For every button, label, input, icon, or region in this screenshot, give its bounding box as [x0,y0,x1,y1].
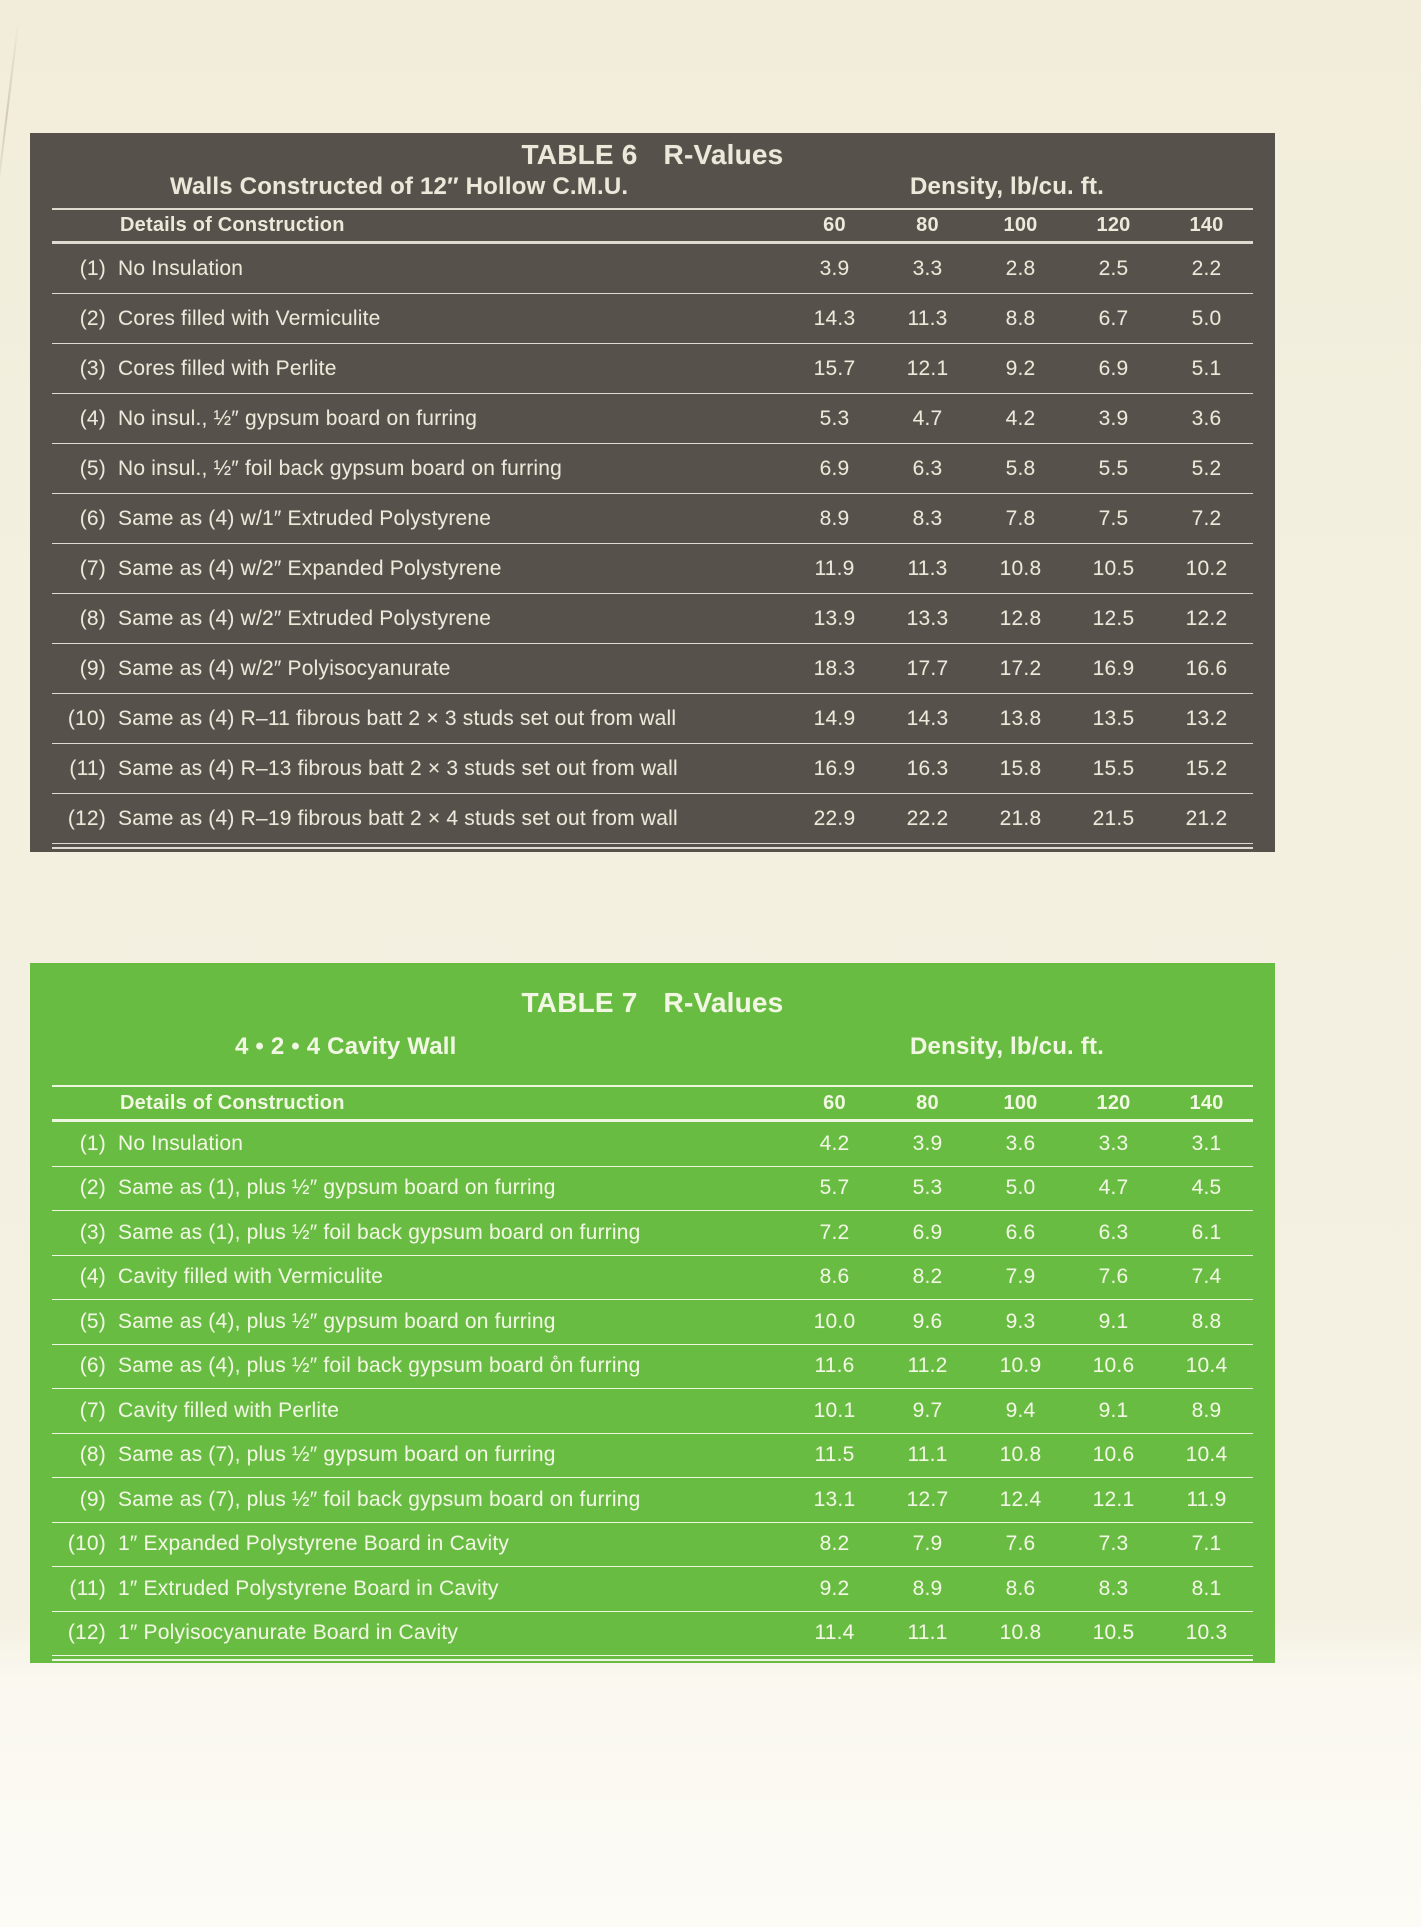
table6-density-column-header: 140 [1189,214,1224,236]
table7-row-8 [52,1434,1253,1479]
table6-row-number: (10) [67,706,106,730]
table6-r-value: 11.9 [814,556,855,580]
table7-r-value: 8.2 [819,1532,850,1556]
table6-construction-detail: Cores filled with Vermiculite [118,306,381,330]
table7-row-number: (7) [79,1398,106,1422]
table6-row-3 [52,344,1253,394]
table6-r-value: 11.3 [907,556,948,580]
table6-row-8 [52,594,1253,644]
table7-construction-detail: Cavity filled with Vermiculite [118,1265,384,1289]
table7-row-number: (4) [79,1265,106,1289]
table6-r-value: 12.5 [1092,606,1135,630]
table7-r-value: 10.9 [999,1354,1042,1378]
table6-row-11 [52,744,1253,794]
table7-r-value: 11.1 [907,1621,948,1645]
table6-r-value: 16.9 [813,756,856,780]
table6-row-number: (9) [79,656,106,680]
table7-r-value: 7.9 [912,1532,943,1556]
table6-panel [30,133,1275,852]
table7-r-value: 8.6 [1005,1576,1036,1600]
table7-r-value: 3.9 [912,1131,943,1155]
table6-r-value: 7.5 [1098,506,1129,530]
table7-r-value: 10.1 [813,1398,856,1422]
table6-subtitle: Walls Constructed of 12″ Hollow C.M.U. [170,173,629,200]
table7-bottom-rule [52,1659,1253,1661]
table7-r-value: 10.8 [999,1621,1042,1645]
table7-r-value: 11.4 [814,1621,855,1645]
table6-r-value: 13.9 [813,606,856,630]
table7-r-value: 3.3 [1098,1131,1129,1155]
table7-construction-detail: Same as (7), plus ½″ foil back gypsum board on furring [118,1487,641,1511]
table6-r-value: 16.3 [906,756,949,780]
table7-row-number: (6) [79,1354,106,1378]
table6-r-value: 10.5 [1092,556,1135,580]
table6-row-number: (12) [67,806,106,830]
table6-r-value: 14.3 [906,706,949,730]
table7-r-value: 6.3 [1098,1220,1129,1244]
table6-r-value: 2.2 [1191,256,1222,280]
table6-r-value: 8.8 [1005,306,1036,330]
table7-r-value: 9.7 [912,1398,943,1422]
table6-density-column-header: 60 [823,214,846,236]
table7-row-5 [52,1300,1253,1345]
table6-r-value: 13.2 [1185,706,1228,730]
table6-r-value: 12.2 [1185,606,1228,630]
table6-row-6 [52,494,1253,544]
table7-r-value: 10.4 [1185,1354,1228,1378]
table7-row-number: (8) [79,1443,106,1467]
table6-r-value: 3.6 [1191,406,1222,430]
table7-r-value: 8.6 [819,1265,850,1289]
table6-r-value: 8.9 [819,506,850,530]
table7-r-value: 6.9 [912,1220,943,1244]
table6-construction-detail: Same as (4) R–19 fibrous batt 2 × 4 studs set out from wall [118,806,678,830]
table7-row-4 [52,1256,1253,1301]
table6-r-value: 22.9 [813,806,856,830]
table7-r-value: 9.3 [1005,1309,1036,1333]
table6-r-value: 6.7 [1098,306,1129,330]
table7-title [30,987,1275,1019]
table6-row-number: (11) [69,756,106,780]
table6-construction-detail: Same as (4) R–11 fibrous batt 2 × 3 studs set out from wall [118,706,677,730]
table6-construction-detail: Same as (4) R–13 fibrous batt 2 × 3 studs set out from wall [118,756,678,780]
table6-r-value: 5.5 [1098,456,1129,480]
table7-r-value: 8.3 [1098,1576,1129,1600]
table7-r-value: 10.3 [1185,1621,1228,1645]
table7-density-column-header: 120 [1096,1091,1131,1114]
table7-r-value: 8.2 [912,1265,943,1289]
table6-row-number: (2) [79,306,106,330]
table6-density-column-header: 100 [1003,214,1038,236]
table6-r-value: 5.0 [1191,306,1222,330]
table7-r-value: 3.6 [1005,1131,1036,1155]
table6-title-label: TABLE 6 [521,139,638,170]
table7-r-value: 6.1 [1191,1220,1222,1244]
table6-row-number: (6) [79,506,106,530]
table6-r-value: 17.7 [906,656,949,680]
table7-row-number: (12) [67,1621,106,1645]
table6-r-value: 22.2 [906,806,949,830]
table7-construction-detail: 1″ Polyisocyanurate Board in Cavity [118,1621,459,1645]
table7-r-value: 12.1 [1092,1487,1135,1511]
table7-r-value: 7.3 [1098,1532,1129,1556]
table6-r-value: 5.1 [1191,356,1222,380]
table7-r-value: 5.7 [819,1176,850,1200]
table6-density-column-header: 80 [916,214,939,236]
table6-body [52,208,1253,849]
table7-r-value: 11.6 [814,1354,855,1378]
table6-r-value: 16.9 [1092,656,1135,680]
table7-header-row [52,1085,1253,1122]
table7-row-number: (3) [79,1220,106,1244]
table7-r-value: 7.1 [1191,1532,1222,1556]
table6-row-5 [52,444,1253,494]
table6-r-value: 15.7 [813,356,856,380]
table7-r-value: 6.6 [1005,1220,1036,1244]
table6-construction-detail: Same as (4) w/2″ Polyisocyanurate [118,656,451,680]
table6-r-value: 14.9 [813,706,856,730]
table6-construction-detail: Same as (4) w/2″ Expanded Polystyrene [118,556,502,580]
table7-r-value: 5.3 [912,1176,943,1200]
table6-row-12 [52,794,1253,844]
table6-r-value: 16.6 [1185,656,1228,680]
table6-construction-detail: Cores filled with Perlite [118,356,337,380]
table7-r-value: 7.2 [819,1220,850,1244]
table7-r-value: 10.8 [999,1443,1042,1467]
table7-r-value: 11.1 [907,1443,948,1467]
table6-row-number: (8) [79,606,106,630]
table6-r-value: 18.3 [813,656,856,680]
table7-body [52,1085,1253,1661]
table7-details-of-construction-header: Details of Construction [120,1091,345,1114]
table6-r-value: 12.1 [906,356,949,380]
table6-row-10 [52,694,1253,744]
table7-r-value: 10.4 [1185,1443,1228,1467]
table6-r-value: 4.2 [1005,406,1036,430]
table6-row-number: (3) [79,356,106,380]
table7-r-value: 4.7 [1098,1176,1129,1200]
table7-r-value: 9.1 [1098,1398,1129,1422]
table7-row-number: (1) [79,1131,106,1155]
table6-r-value: 13.5 [1092,706,1135,730]
table7-r-value: 7.9 [1005,1265,1036,1289]
table6-r-value: 2.5 [1098,256,1129,280]
table7-r-value: 7.6 [1098,1265,1129,1289]
table7-r-value: 9.1 [1098,1309,1129,1333]
scan-crease-artifact [0,19,20,208]
table7-density-label: Density, lb/cu. ft. [910,1033,1105,1060]
table7-r-value: 11.9 [1186,1487,1227,1511]
table6-r-value: 3.9 [1098,406,1129,430]
table7-r-value: 12.7 [906,1487,949,1511]
table6-r-value: 10.2 [1185,556,1228,580]
table7-r-value: 11.5 [814,1443,855,1467]
table6-r-value: 5.8 [1005,456,1036,480]
table6-r-value: 15.5 [1092,756,1135,780]
table6-r-value: 11.3 [907,306,948,330]
table7-construction-detail: Same as (1), plus ½″ gypsum board on furring [118,1176,556,1200]
table7-heading-area [30,963,1275,1085]
table7-r-value: 4.5 [1191,1176,1222,1200]
table6-r-value: 13.8 [999,706,1042,730]
table7-construction-detail: Cavity filled with Perlite [118,1398,340,1422]
table7-row-3 [52,1211,1253,1256]
table7-row-number: (10) [67,1532,106,1556]
table6-bottom-rule [52,847,1253,849]
table6-construction-detail: No Insulation [118,256,244,280]
table6-row-number: (4) [79,406,106,430]
table7-construction-detail: Same as (7), plus ½″ gypsum board on furring [118,1443,556,1467]
table6-r-value: 6.9 [819,456,850,480]
table6-r-value: 17.2 [999,656,1042,680]
table6-r-value: 5.2 [1191,456,1222,480]
table6-row-1 [52,244,1253,294]
table6-r-value: 21.8 [999,806,1042,830]
table6-r-value: 9.2 [1005,356,1036,380]
table7-row-7 [52,1389,1253,1434]
table6-r-value: 6.9 [1098,356,1129,380]
table7-row-12 [52,1612,1253,1657]
table6-heading-area [30,133,1275,208]
table6-details-of-construction-header: Details of Construction [120,214,345,236]
table7-r-value: 9.2 [819,1576,850,1600]
table7-r-value: 8.1 [1191,1576,1222,1600]
table7-density-column-header: 60 [823,1091,846,1114]
table7-r-value: 3.1 [1191,1131,1222,1155]
table7-r-value: 10.5 [1092,1621,1135,1645]
table7-density-column-header: 140 [1189,1091,1224,1114]
table6-r-value: 8.3 [912,506,943,530]
table7-r-value: 10.6 [1092,1443,1135,1467]
table7-r-value: 9.4 [1005,1398,1036,1422]
table7-r-value: 13.1 [813,1487,856,1511]
table6-construction-detail: No insul., ½″ gypsum board on furring [118,406,478,430]
table6-r-value: 7.2 [1191,506,1222,530]
table7-r-value: 7.4 [1191,1265,1222,1289]
table7-panel [30,963,1275,1663]
table6-row-9 [52,644,1253,694]
table6-r-value: 3.9 [819,256,850,280]
table6-header-row [52,208,1253,244]
table6-r-value: 6.3 [912,456,943,480]
table7-r-value: 8.9 [912,1576,943,1600]
table6-r-value: 21.5 [1092,806,1135,830]
table7-construction-detail: Same as (1), plus ½″ foil back gypsum board on furring [118,1220,641,1244]
table6-row-number: (7) [79,556,106,580]
table7-row-number: (2) [79,1176,106,1200]
table6-row-number: (1) [79,256,106,280]
table6-r-value: 3.3 [912,256,943,280]
table7-row-2 [52,1167,1253,1212]
table6-title [30,139,1275,171]
table7-title-name: R-Values [663,987,784,1018]
table7-construction-detail: 1″ Extruded Polystyrene Board in Cavity [118,1576,499,1600]
table6-r-value: 21.2 [1185,806,1228,830]
table7-row-9 [52,1478,1253,1523]
table6-construction-detail: Same as (4) w/1″ Extruded Polystyrene [118,506,492,530]
table7-r-value: 9.6 [912,1309,943,1333]
table6-construction-detail: No insul., ½″ foil back gypsum board on furring [118,456,563,480]
table7-row-10 [52,1523,1253,1568]
table6-r-value: 5.3 [819,406,850,430]
table7-title-label: TABLE 7 [521,987,638,1018]
table7-row-6 [52,1345,1253,1390]
table7-r-value: 8.8 [1191,1309,1222,1333]
table6-density-column-header: 120 [1096,214,1131,236]
table7-r-value: 8.9 [1191,1398,1222,1422]
table6-r-value: 10.8 [999,556,1042,580]
table7-row-number: (11) [69,1576,106,1600]
table6-r-value: 14.3 [813,306,856,330]
table7-row-number: (9) [79,1487,106,1511]
table6-density-label: Density, lb/cu. ft. [910,173,1105,200]
table7-construction-detail: Same as (4), plus ½″ foil back gypsum board o̊n furring [118,1354,641,1378]
table7-row-1 [52,1122,1253,1167]
table7-r-value: 10.0 [813,1309,856,1333]
table7-construction-detail: Same as (4), plus ½″ gypsum board on furring [118,1309,556,1333]
table7-r-value: 10.6 [1092,1354,1135,1378]
table7-r-value: 4.2 [819,1131,850,1155]
table6-row-7 [52,544,1253,594]
table6-r-value: 2.8 [1005,256,1036,280]
table7-r-value: 7.6 [1005,1532,1036,1556]
table7-construction-detail: No Insulation [118,1131,244,1155]
table6-row-number: (5) [79,456,106,480]
table6-row-4 [52,394,1253,444]
table7-r-value: 12.4 [999,1487,1042,1511]
table6-title-name: R-Values [663,139,784,170]
table7-subtitle: 4 • 2 • 4 Cavity Wall [235,1033,457,1060]
table6-r-value: 7.8 [1005,506,1036,530]
table6-r-value: 13.3 [906,606,949,630]
table6-r-value: 15.2 [1185,756,1228,780]
table7-r-value: 5.0 [1005,1176,1036,1200]
table6-construction-detail: Same as (4) w/2″ Extruded Polystyrene [118,606,492,630]
table7-row-11 [52,1567,1253,1612]
table7-r-value: 11.2 [907,1354,948,1378]
table7-row-number: (5) [79,1309,106,1333]
table7-density-column-header: 100 [1003,1091,1038,1114]
table6-row-2 [52,294,1253,344]
table6-r-value: 15.8 [999,756,1042,780]
table6-r-value: 4.7 [912,406,943,430]
table6-r-value: 12.8 [999,606,1042,630]
table7-density-column-header: 80 [916,1091,939,1114]
table7-construction-detail: 1″ Expanded Polystyrene Board in Cavity [118,1532,510,1556]
